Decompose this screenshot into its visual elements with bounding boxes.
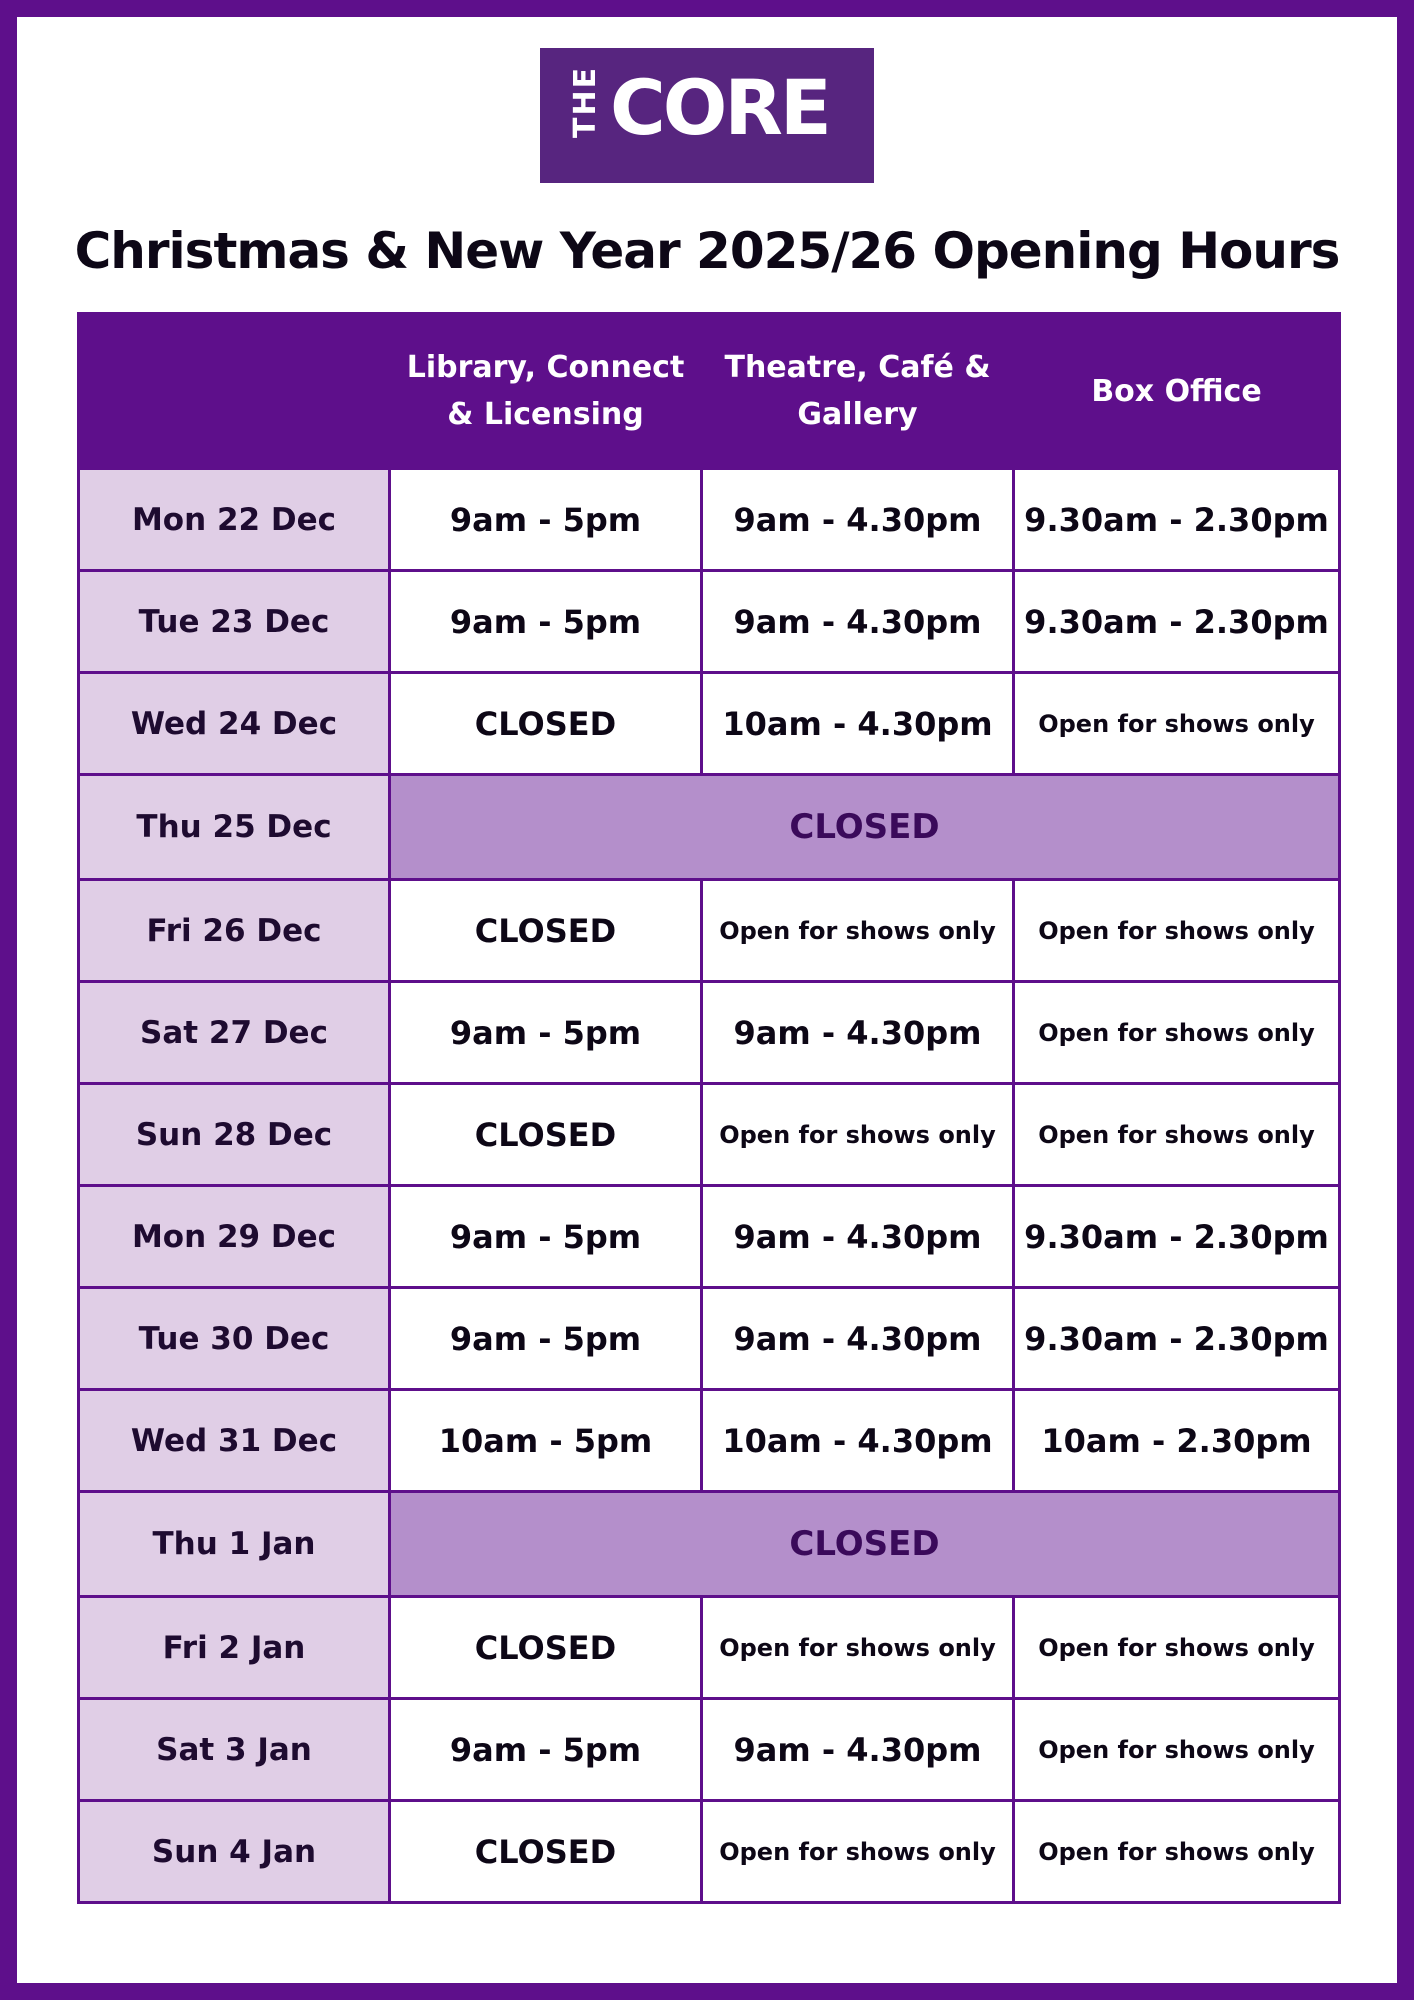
hours-rows xyxy=(79,469,1340,1903)
table-row xyxy=(79,571,1340,673)
box-hours-cell: Open for shows only xyxy=(1014,1699,1340,1801)
box-hours-cell: Open for shows only xyxy=(1014,982,1340,1084)
table-row xyxy=(79,1390,1340,1492)
library-hours-cell: CLOSED xyxy=(390,673,702,775)
day-cell: Sun 28 Dec xyxy=(79,1084,390,1186)
theatre-hours-cell: 9am - 4.30pm xyxy=(702,571,1014,673)
theatre-hours-cell: 9am - 4.30pm xyxy=(702,469,1014,571)
day-cell: Sat 3 Jan xyxy=(79,1699,390,1801)
box-hours-cell: 9.30am - 2.30pm xyxy=(1014,1288,1340,1390)
table-row xyxy=(79,880,1340,982)
header-row xyxy=(79,314,1340,469)
box-hours-cell: Open for shows only xyxy=(1014,880,1340,982)
library-hours-cell: 9am - 5pm xyxy=(390,1699,702,1801)
library-hours-cell: 9am - 5pm xyxy=(390,571,702,673)
day-cell: Sun 4 Jan xyxy=(79,1801,390,1903)
day-cell: Wed 31 Dec xyxy=(79,1390,390,1492)
box-hours-cell: Open for shows only xyxy=(1014,673,1340,775)
box-hours-cell: 9.30am - 2.30pm xyxy=(1014,469,1340,571)
library-hours-cell: 9am - 5pm xyxy=(390,982,702,1084)
table-row xyxy=(79,775,1340,880)
library-hours-cell: CLOSED xyxy=(390,1597,702,1699)
theatre-hours-cell: 10am - 4.30pm xyxy=(702,673,1014,775)
theatre-hours-cell: Open for shows only xyxy=(702,880,1014,982)
table-row xyxy=(79,1597,1340,1699)
logo-the-text: THE xyxy=(568,65,603,138)
box-hours-cell: 10am - 2.30pm xyxy=(1014,1390,1340,1492)
header-theatre: Theatre, Café & Gallery xyxy=(702,314,1014,469)
page-title: Christmas & New Year 2025/26 Opening Hours xyxy=(74,222,1340,280)
table-row xyxy=(79,1699,1340,1801)
box-hours-cell: Open for shows only xyxy=(1014,1597,1340,1699)
theatre-hours-cell: Open for shows only xyxy=(702,1597,1014,1699)
library-hours-cell: 9am - 5pm xyxy=(390,469,702,571)
day-cell: Tue 30 Dec xyxy=(79,1288,390,1390)
theatre-hours-cell: 9am - 4.30pm xyxy=(702,1288,1014,1390)
header-box-office: Box Office xyxy=(1014,314,1340,469)
day-cell: Mon 29 Dec xyxy=(79,1186,390,1288)
table-row xyxy=(79,982,1340,1084)
logo-core-text: CORE xyxy=(610,63,829,152)
header-day xyxy=(79,314,390,469)
library-hours-cell: CLOSED xyxy=(390,1084,702,1186)
table-row xyxy=(79,1288,1340,1390)
day-cell: Fri 2 Jan xyxy=(79,1597,390,1699)
library-hours-cell: 9am - 5pm xyxy=(390,1186,702,1288)
theatre-hours-cell: Open for shows only xyxy=(702,1801,1014,1903)
day-cell: Fri 26 Dec xyxy=(79,880,390,982)
table-row xyxy=(79,1492,1340,1597)
table-row xyxy=(79,1084,1340,1186)
box-hours-cell: Open for shows only xyxy=(1014,1801,1340,1903)
theatre-hours-cell: 9am - 4.30pm xyxy=(702,982,1014,1084)
day-cell: Thu 25 Dec xyxy=(79,775,390,880)
table-row xyxy=(79,673,1340,775)
closed-all-day-cell: CLOSED xyxy=(390,1492,1340,1597)
header-library: Library, Connect & Licensing xyxy=(390,314,702,469)
theatre-hours-cell: Open for shows only xyxy=(702,1084,1014,1186)
table-row xyxy=(79,1801,1340,1903)
theatre-hours-cell: 9am - 4.30pm xyxy=(702,1699,1014,1801)
day-cell: Wed 24 Dec xyxy=(79,673,390,775)
box-hours-cell: 9.30am - 2.30pm xyxy=(1014,571,1340,673)
opening-hours-table xyxy=(77,312,1341,1904)
day-cell: Sat 27 Dec xyxy=(79,982,390,1084)
the-core-logo xyxy=(540,48,874,183)
day-cell: Thu 1 Jan xyxy=(79,1492,390,1597)
library-hours-cell: 10am - 5pm xyxy=(390,1390,702,1492)
box-hours-cell: 9.30am - 2.30pm xyxy=(1014,1186,1340,1288)
theatre-hours-cell: 9am - 4.30pm xyxy=(702,1186,1014,1288)
day-cell: Mon 22 Dec xyxy=(79,469,390,571)
day-cell: Tue 23 Dec xyxy=(79,571,390,673)
table-row xyxy=(79,1186,1340,1288)
library-hours-cell: CLOSED xyxy=(390,880,702,982)
closed-all-day-cell: CLOSED xyxy=(390,775,1340,880)
library-hours-cell: 9am - 5pm xyxy=(390,1288,702,1390)
box-hours-cell: Open for shows only xyxy=(1014,1084,1340,1186)
theatre-hours-cell: 10am - 4.30pm xyxy=(702,1390,1014,1492)
table-row xyxy=(79,469,1340,571)
library-hours-cell: CLOSED xyxy=(390,1801,702,1903)
